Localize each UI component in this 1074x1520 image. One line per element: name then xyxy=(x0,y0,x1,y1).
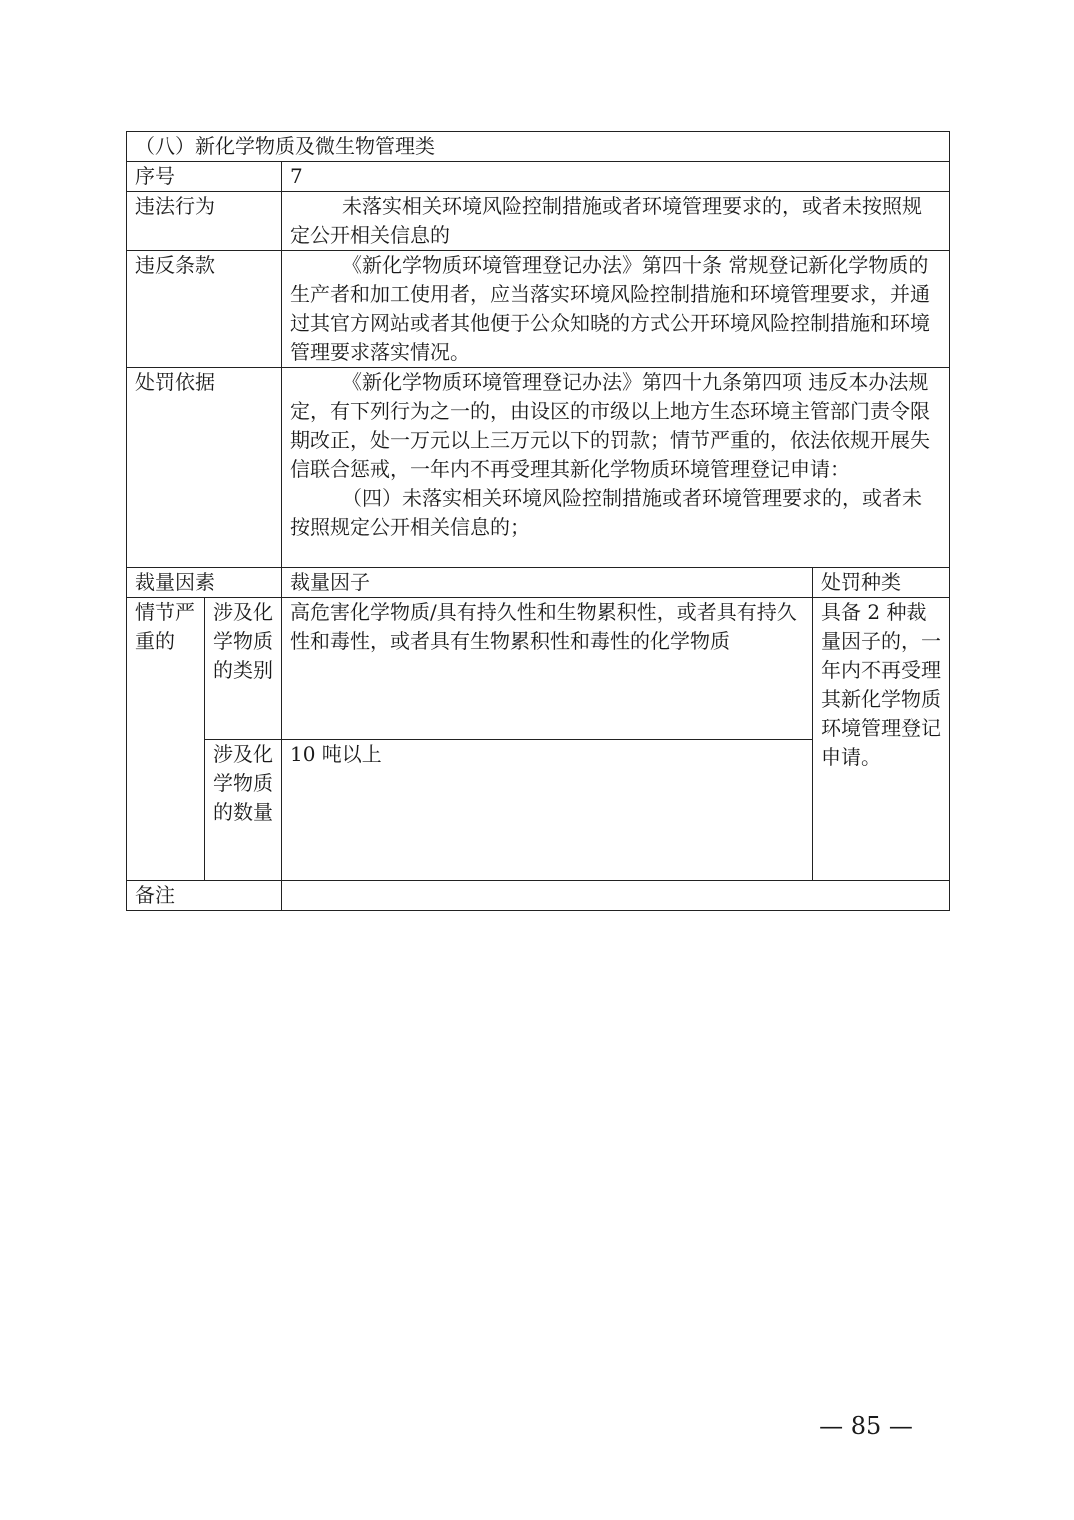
violation-label: 违法行为 xyxy=(127,192,282,251)
discretion-header-row xyxy=(127,568,950,598)
basis-row xyxy=(127,368,950,568)
category-label-1: 涉及化学物质的类别 xyxy=(205,598,282,740)
basis-label: 处罚依据 xyxy=(127,368,282,568)
severity-label: 情节严重的 xyxy=(127,598,205,881)
serial-value: 7 xyxy=(282,162,950,192)
clause-label: 违反条款 xyxy=(127,251,282,368)
header-factor: 裁量因子 xyxy=(282,568,813,598)
clause-row xyxy=(127,251,950,368)
page-number: — 85 — xyxy=(819,1412,913,1440)
basis-paragraph-2: （四）未落实相关环境风险控制措施或者环境管理要求的，或者未按照规定公开相关信息的； xyxy=(290,486,922,539)
section-title: （八）新化学物质及微生物管理类 xyxy=(127,132,950,162)
category-label-2: 涉及化学物质的数量 xyxy=(205,740,282,881)
factor-detail-1: 高危害化学物质/具有持久性和生物累积性，或者具有持久性和毒性，或者具有生物累积性和毒性的化学物质 xyxy=(282,598,813,740)
basis-paragraph-1: 《新化学物质环境管理登记办法》第四十九条第四项 违反本办法规定，有下列行为之一的，由设区的市级以上地方生态环境主管部门责令限期改正，处一万元以上三万元以下的罚款；情节严重的，依法依规开展失信联合惩戒，一年内不再受理其新化学物质环境管理登记申请： xyxy=(290,370,930,481)
clause-text: 《新化学物质环境管理登记办法》第四十条 常规登记新化学物质的生产者和加工使用者，应当落实环境风险控制措施和环境管理要求，并通过其官方网站或者其他便于公众知晓的方式公开环境风险控制措施和环境管理要求落实情况。 xyxy=(290,253,930,364)
violation-text-cell xyxy=(282,192,950,251)
discretion-row-1 xyxy=(127,598,950,740)
serial-label: 序号 xyxy=(127,162,282,192)
remarks-value xyxy=(282,881,950,911)
header-factors: 裁量因素 xyxy=(127,568,282,598)
header-penalty: 处罚种类 xyxy=(813,568,950,598)
basis-text-cell xyxy=(282,368,950,568)
penalty-type: 具备 2 种裁量因子的，一年内不再受理其新化学物质环境管理登记申请。 xyxy=(813,598,950,881)
violation-text: 未落实相关环境风险控制措施或者环境管理要求的，或者未按照规定公开相关信息的 xyxy=(290,194,922,247)
violation-row xyxy=(127,192,950,251)
serial-row xyxy=(127,162,950,192)
section-title-row xyxy=(127,132,950,162)
clause-text-cell xyxy=(282,251,950,368)
penalty-table xyxy=(126,131,950,911)
remarks-row xyxy=(127,881,950,911)
factor-detail-2: 10 吨以上 xyxy=(282,740,813,881)
remarks-label: 备注 xyxy=(127,881,282,911)
